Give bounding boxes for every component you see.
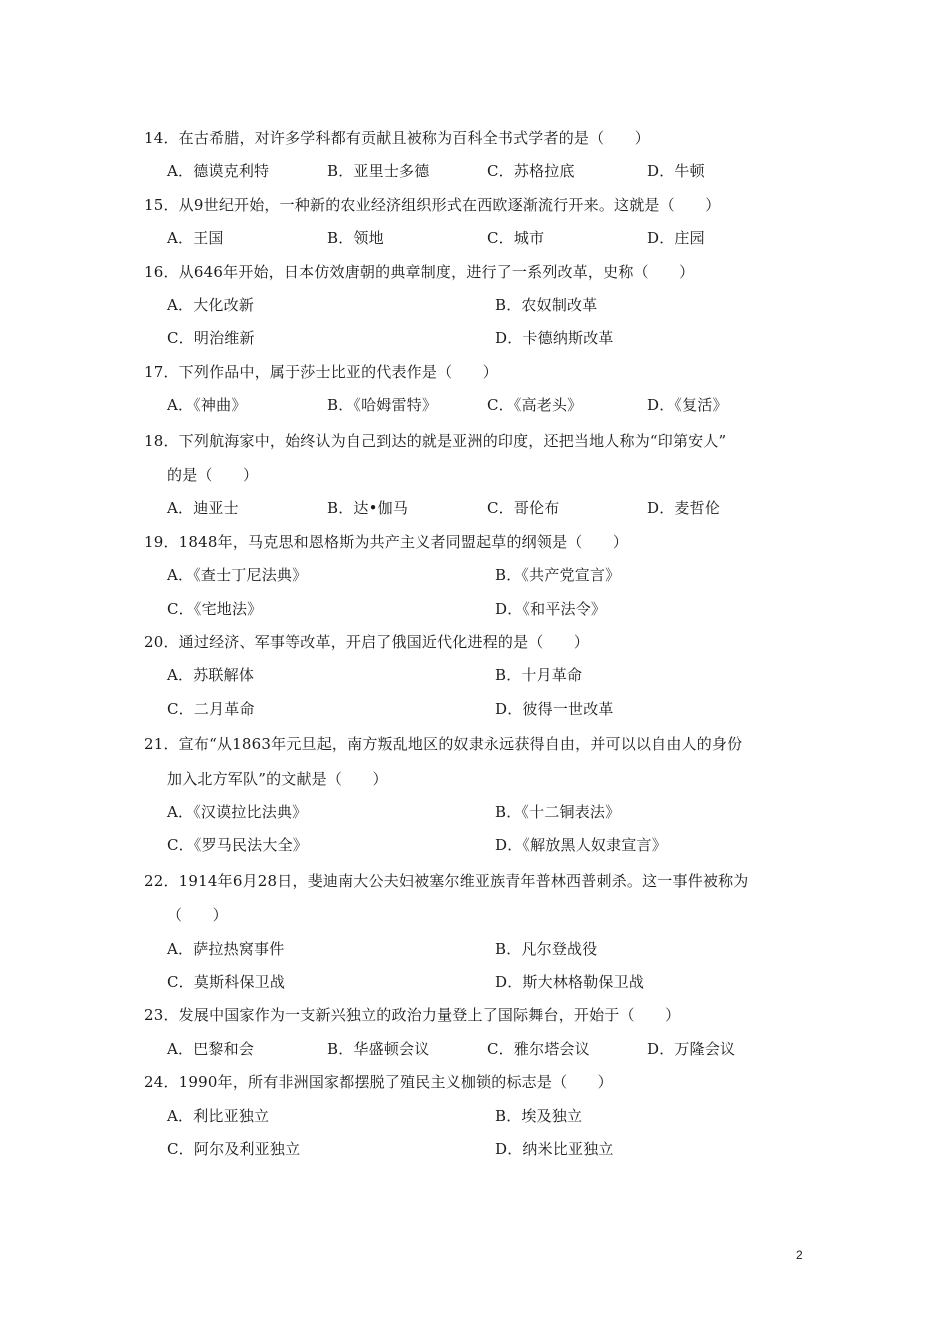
question-19-options-row-1: [144, 559, 824, 592]
question-24-options-row-1: [144, 1100, 824, 1133]
question-22-stem: 22．1914年6月28日，斐迪南大公夫妇被塞尔维亚族青年普林西普刺杀。这一事件被称为: [144, 871, 749, 890]
option-c: C．《罗马民法大全》: [167, 836, 308, 855]
question-23-stem: 23．发展中国家作为一支新兴独立的政治力量登上了国际舞台，开始于（ ）: [144, 1006, 681, 1025]
question-16-stem: 16．从646年开始，日本仿效唐朝的典章制度，进行了一系列改革，史称（ ）: [144, 262, 695, 281]
question-20-options-row-2: [144, 693, 824, 726]
option-b: B．《哈姆雷特》: [327, 396, 438, 415]
question-17-stem: 17．下列作品中，属于莎士比亚的代表作是（ ）: [144, 362, 498, 381]
option-d: D．卡德纳斯改革: [495, 329, 614, 348]
option-d: D．《和平法令》: [495, 599, 607, 618]
option-d: D．万隆会议: [647, 1039, 736, 1058]
option-a: A．苏联解体: [167, 666, 255, 685]
option-a: A．大化改新: [167, 295, 255, 314]
option-c: C．雅尔塔会议: [487, 1039, 590, 1058]
option-d: D．《解放黑人奴隶宣言》: [495, 836, 667, 855]
option-d: D．麦哲伦: [647, 499, 721, 518]
question-15-options: [144, 222, 824, 255]
question-21-options-row-1: [144, 796, 824, 829]
option-c: C．明治维新: [167, 329, 255, 348]
question-18-options: [144, 492, 824, 525]
option-b: B．《十二铜表法》: [495, 803, 621, 822]
option-a: A．《神曲》: [167, 396, 247, 415]
option-d: D．牛顿: [647, 162, 705, 181]
question-23-options: [144, 1033, 824, 1066]
option-b: B．农奴制改革: [495, 295, 598, 314]
option-a: A．萨拉热窝事件: [167, 939, 285, 958]
option-b: B．埃及独立: [495, 1106, 583, 1125]
option-d: D．纳米比亚独立: [495, 1140, 614, 1159]
question-22-options-row-2: [144, 966, 824, 999]
question-16-options-row-2: [144, 322, 824, 355]
option-c: C．城市: [487, 229, 545, 248]
option-a: A．利比亚独立: [167, 1106, 270, 1125]
option-b: B．华盛顿会议: [327, 1039, 430, 1058]
question-19-stem: 19．1848年，马克思和恩格斯为共产主义者同盟起草的纲领是（ ）: [144, 532, 629, 551]
option-c: C．苏格拉底: [487, 162, 575, 181]
question-21-stem-continued: 加入北方军队”的文献是（ ）: [167, 769, 388, 788]
question-20-stem: 20．通过经济、军事等改革，开启了俄国近代化进程的是（ ）: [144, 632, 590, 651]
question-19-options-row-2: [144, 593, 824, 626]
option-a: A．《汉谟拉比法典》: [167, 803, 308, 822]
question-21-options-row-2: [144, 829, 824, 862]
question-18-stem-continued: 的是（ ）: [167, 466, 259, 485]
option-b: B．《共产党宣言》: [495, 566, 621, 585]
question-14-stem: 14．在古希腊，对许多学科都有贡献且被称为百科全书式学者的是（ ）: [144, 129, 650, 147]
option-d: D．彼得一世改革: [495, 699, 614, 718]
question-15-stem: 15．从9世纪开始，一种新的农业经济组织形式在西欧逐渐流行开来。这就是（ ）: [144, 195, 721, 214]
question-list: [144, 122, 824, 1166]
option-b: B．凡尔登战役: [495, 939, 598, 958]
question-22-stem-continued: （ ）: [167, 906, 228, 925]
question-16-options-row-1: [144, 289, 824, 322]
question-14-options: [144, 155, 824, 188]
question-24-stem: 24．1990年，所有非洲国家都摆脱了殖民主义枷锁的标志是（ ）: [144, 1073, 613, 1092]
option-c: C．阿尔及利亚独立: [167, 1140, 301, 1159]
option-d: D．《复活》: [647, 396, 728, 415]
option-a: A．巴黎和会: [167, 1039, 255, 1058]
option-a: A．《查士丁尼法典》: [167, 566, 308, 585]
option-a: A．王国: [167, 229, 224, 248]
question-17-options: [144, 389, 824, 422]
option-c: C．哥伦布: [487, 499, 560, 518]
question-20-options-row-1: [144, 659, 824, 692]
option-a: A．迪亚士: [167, 499, 239, 518]
option-c: C．二月革命: [167, 699, 255, 718]
option-c: C．莫斯科保卫战: [167, 973, 286, 992]
option-c: C．《高老头》: [487, 396, 583, 415]
option-a: A．德谟克利特: [167, 162, 270, 181]
option-d: D．庄园: [647, 229, 705, 248]
question-22-options-row-1: [144, 933, 824, 966]
option-b: B．十月革命: [495, 666, 583, 685]
page-number: 2: [796, 1248, 803, 1262]
option-b: B．亚里士多德: [327, 162, 430, 181]
option-b: B．达•伽马: [327, 499, 409, 518]
question-18-stem: 18．下列航海家中，始终认为自己到达的就是亚洲的印度，还把当地人称为“印第安人”: [144, 431, 727, 450]
question-21-stem: 21．宣布“从1863年元旦起，南方叛乱地区的奴隶永远获得自由，并可以以自由人的身份: [144, 735, 743, 754]
option-d: D．斯大林格勒保卫战: [495, 973, 645, 992]
option-c: C．《宅地法》: [167, 599, 263, 618]
option-b: B．领地: [327, 229, 384, 248]
question-24-options-row-2: [144, 1133, 824, 1166]
